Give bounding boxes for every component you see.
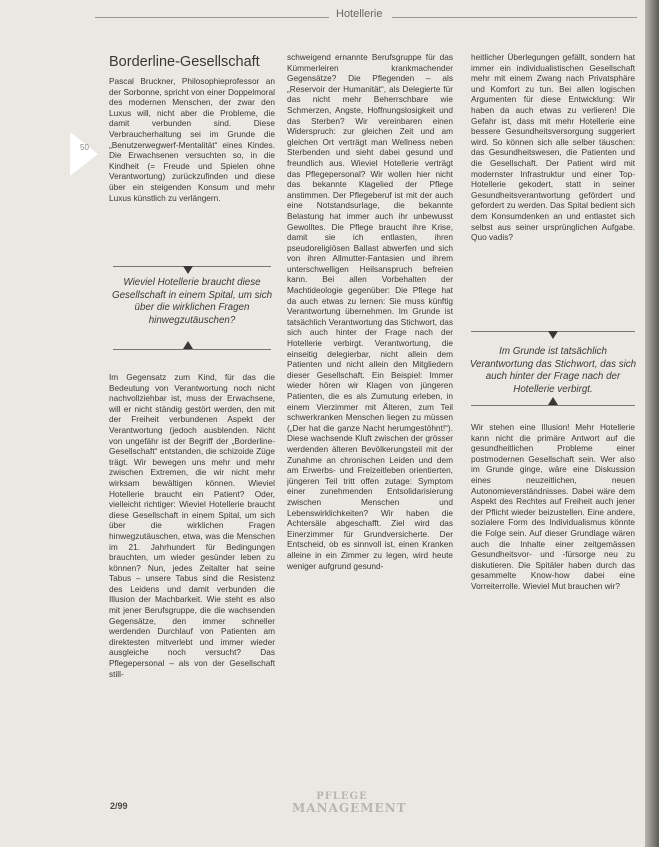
column-1-body [109,372,275,788]
section-title: Hotellerie [336,8,383,20]
column-3-body [471,52,635,316]
article-heading: Borderline-Gesellschaft [109,54,260,70]
page-edge-shadow [645,0,659,847]
page-tab-number: 50 [80,143,89,152]
pull-quote-1: Wieviel Hotellerie braucht diese Gesellschaft in einem Spital, um sich über die wirklichen Fragen hinwegzutäuschen? [111,277,273,326]
column-3-body-2 [471,422,635,662]
logo-line-1: PFLEGE [316,791,368,802]
column-2-body [287,52,453,790]
magazine-logo [292,791,407,815]
issue-number: 2/99 [110,801,128,811]
quote-marker-down [183,266,193,274]
body-paragraph: heitlicher Überlegungen gefällt, sondern hat immer ein individualistischen Gesellschaft mehr mit einem Zwang nach Privatsphäre und Komfort zu tun. Bei allen logischen Argumenten für diese Entwicklung: Wir haben da auch etwas zu verlieren! Die Gefahr ist, dass mit mehr Hotellerie eine bessere Gesundheitsversorgung suggeriert wird. So können sich alle selber täuschen: das Gesundheitswesen, die Patienten und die Gesellschaft. Der Patient wird mit modernster Infrastruktur und einer Top-Hotellerie gekodert, statt in seiner Gesundheitsverantwortung gefördert und gefordert zu werden. Das Spital bedient sich dem Konsumdenken an und entlastet sich selbst aus seiner ursprünglichen Aufgabe. Quo vadis? [471,52,635,243]
logo-line-2: MANAGEMENT [292,801,407,815]
column-1-intro [109,76,275,244]
quote-marker-up [183,341,193,349]
intro-paragraph: Pascal Bruckner, Philosophieprofessor an der Sorbonne, spricht von einer Doppelmoral des modernen Menschen, der zwar den Luxus will, nicht aber die Probleme, die damit verbunden sind. Diese Verbraucherhaltung sei im Grunde die „Benutzerwegwerf-Mentalität“ eines Kindes. Die Erwachsenen versuchten so, in die Kindheit (= Freude und Spielen ohne Verantwortung) zurückzufinden und diese über ein steigenden Konsum und mehr Luxus künstlich zu verlängern. [109,76,275,203]
header-rule-right [392,17,637,18]
body-paragraph: Wir stehen eine Illusion! Mehr Hotellerie kann nicht die primäre Antwort auf die gesundheitlichen Probleme einer postmodernen Gesellschaft sein. Wer also im Grunde ginge, wäre eine Diskussion eines neuzeitlichen, neuen Autonomieverständnisses. Dabei wäre dem Aspekt des Rechtes auf Freiheit auch jener der Pflicht wieder beizustellen. Eine andere, sozialere Form des Individualismus könnte die Folge sein. Auf dieser Grundlage wären auch die Inhalte einer zeitgemässen Gesundheitsvor- und -fürsorge neu zu diskutieren. Die Spitäler haben durch das gesammelte Know-how dabei eine Vorreiterrolle. Wieviel Mut brauchen wir? [471,422,635,591]
page-arrow-tab [70,132,98,176]
header-rule-left [95,17,329,18]
quote-rule-bottom [113,349,271,350]
body-paragraph: Im Gegensatz zum Kind, für das die Bedeutung von Verantwortung noch nicht nachvollziehbar ist, muss der Erwachsene, will er nicht ständig gestört werden, den mit der Freiheit verbundenen Aspekt der Verantwortung (jedoch ausblenden. Nicht von ungefähr ist der Begriff der „Borderline-Gesellschaft“ entstanden, die schizoide Züge trägt. Wir bewegen uns mehr und mehr zwischen Extremen, die wir nicht mehr wirksam bewältigen können. Wieviel Hotellerie braucht ein Patient? Oder, vielleicht richtiger: Wieviel Hotellerie braucht diese Gesellschaft in einem Spital, um sich über die wirklichen Fragen hinwegzutäuschen, etwa, was die Menschen im 21. Jahrhundert für Bedingungen brauchten, um wieder gesünder leben zu können? Nun, jedes Zeitalter hat seine Tabus – unsere Tabus sind die Resistenz des Leidens und damit verbunden die Illusion der Machbarkeit. Wie steht es also mit jener Berufsgruppe, die die wachsenden Gegensätze, den immer schneller werdenden Durchlauf von Patienten am direktesten mitverlebt und immer wieder ausgleiche noch versucht? Das Pflegepersonal – als von der Gesellschaft still- [109,372,275,679]
body-paragraph: schweigend ernannte Berufsgruppe für das Kümmerleiren krankmachender Gegensätze? Die Pflegenden – als „Reservoir der Humanität“, als Delegierte für das nicht mehr Beherrschbare wie Schmerzen, Angste, Hoffnungslosigkeit und das Sterben? Wir vereinbaren einen Widerspruch: zur gleichen Zeit und am gleichen Ort verträgt man Wellness neben Sterbenden und sieht dabei gesund und freundlich aus. Wieviel Hotellerie verträgt das Pflegepersonal? Wir wollen hier nicht das bekannte Klagelied der Pflege anstimmen. Der Pflegeberuf ist mit der auch eine Notstandsurlage, die bekannte Belastung hat immer auch ihr unbewusst Gewolltes. Die Pflege braucht ihre Krise, damit sie ich entlasten, ihren pseudoreligiösen Ballast abwerfen und sich von ihren Allmutter-Fantasien und ihrem unterschwelligen Heilsanspruch befreien kann. Bei allen Vorbehalten der Machtideologie gegenüber: Die Pflege hat da auch etwas zu lernen: Sie muss künftig Verantwortung übernehmen. Im Grunde ist tatsächlich Verantwortung das Stichwort, das sich auch hinter der Frage nach der Hotellerie verbirgt. Verantwortung, die einseitig delegierbar, nicht allein dem Patienten und nicht allein den Mitgliedern dieser Gesellschaft. Ein Beispiel: Immer wieder hören wir Klagen von jüngeren Patienten, die es als Zumutung erleben, in einem Vierzimmer mit Älteren, zum Teil schwerkranken Menschen liegen zu müssen („Der hat die ganze Nacht herumgestöhnt!“). Diese wachsende Kluft zwischen der grösser werdenden älteren Bevölkerungsteil mit der Zunahme an chronischen Leiden und dem am Erwerbs- und Freizeitleben orientierten, jüngeren Teil tritt offen zutage: Symptom einer zunehmenden Entsolidarisierung zwischen Menschen und Lebenswirklichkeiten? Wir haben die Achtersäle abgeschafft. Ziel wird das Einerzimmer für Grundversicherte. Der Entscheid, ob es sinnvoll ist, einen Kranken alleine in ein Zimmer zu legen, wird heute weniger aufgrund gesund- [287,52,453,571]
quote-marker-up [548,397,558,405]
pull-quote-2: Im Grunde ist tatsächlich Verantwortung das Stichwort, das sich auch hinter der Frage nach der Hotellerie verbirgt. [469,346,637,395]
quote-marker-down [548,331,558,339]
quote-rule-bottom [471,405,635,406]
